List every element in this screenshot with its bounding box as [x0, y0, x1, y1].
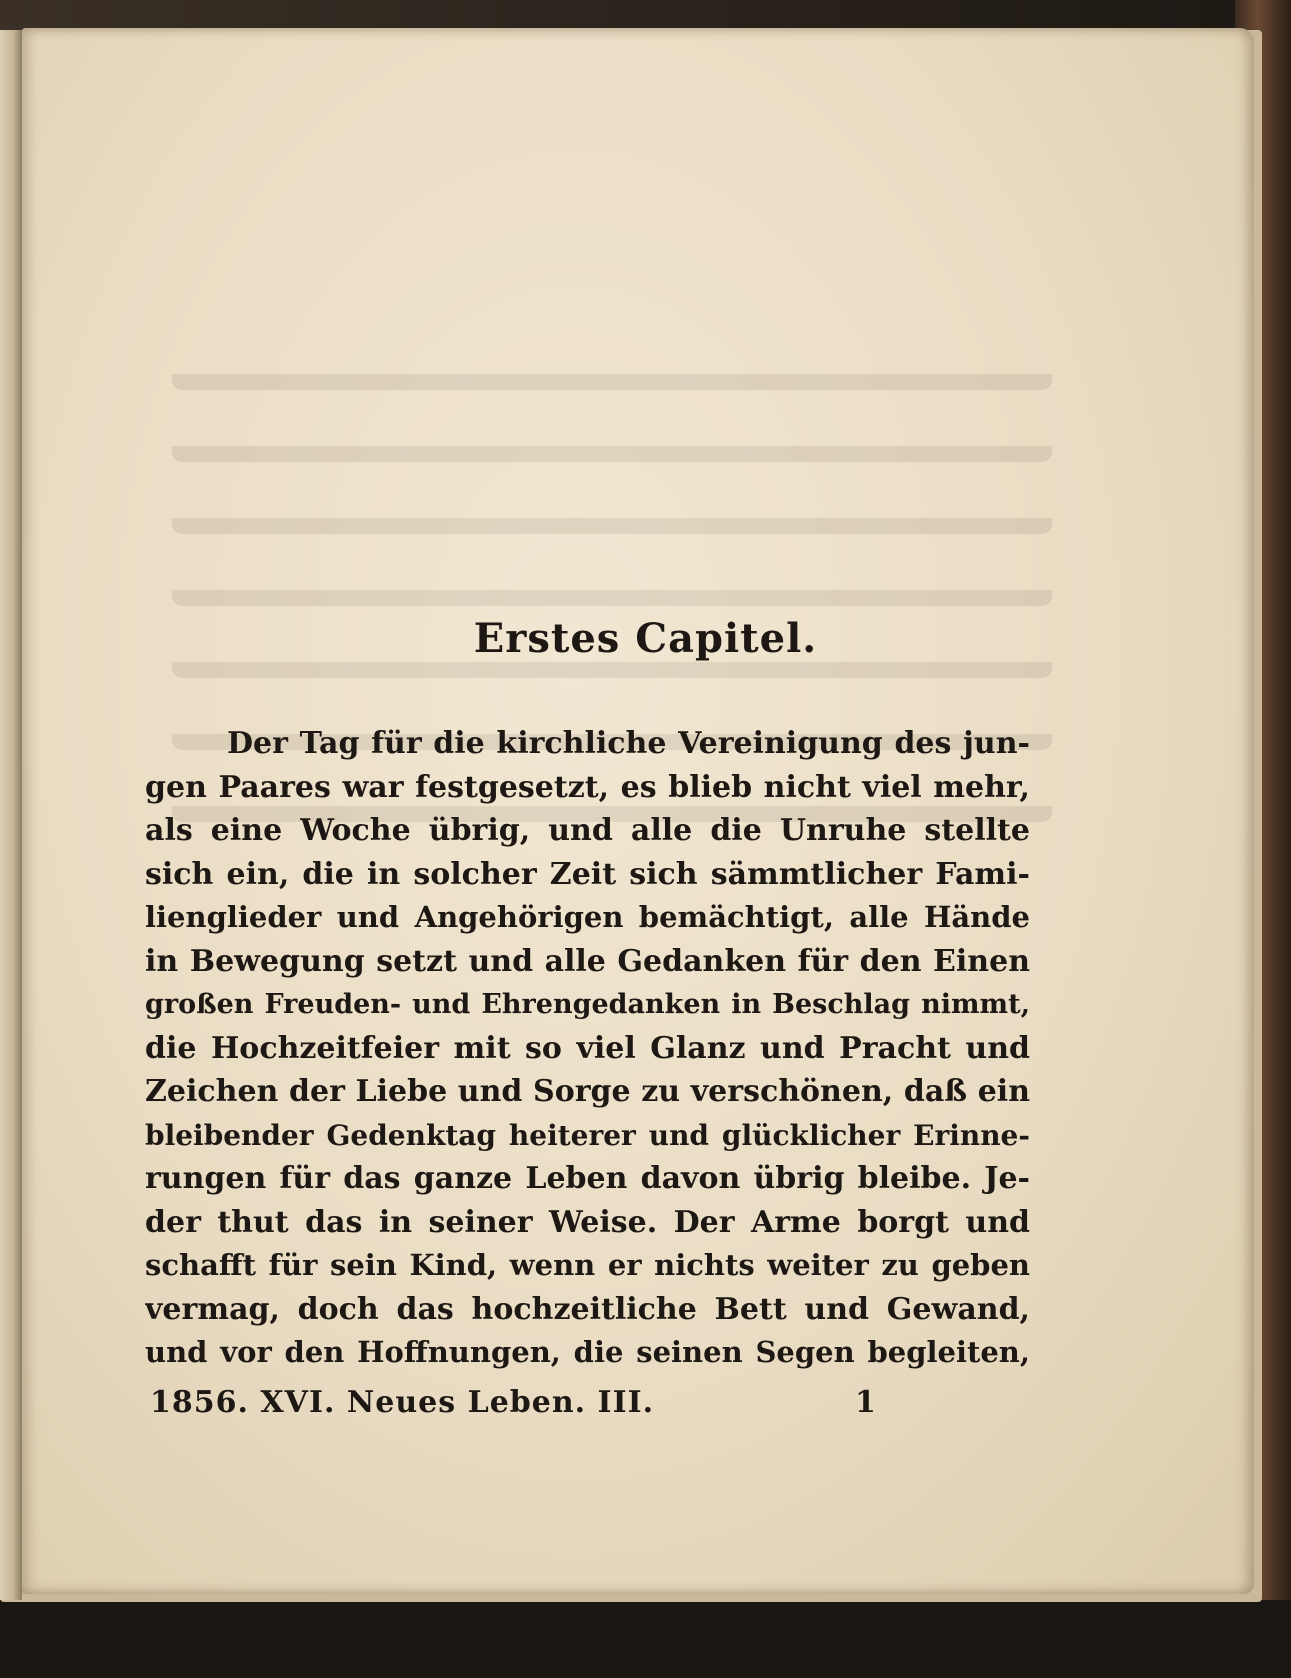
- text-line: die Hochzeitfeier mit so viel Glanz und Pracht und: [145, 1030, 1030, 1066]
- text-line: bleibender Gedenktag heiterer und glücklicher Erinne-: [145, 1118, 1030, 1152]
- text-line: rungen für das ganze Leben davon übrig bleibe. Je-: [145, 1161, 1030, 1196]
- text-line: und vor den Hoffnungen, die seinen Segen begleiten,: [145, 1335, 1030, 1369]
- text-line: vermag, doch das hochzeitliche Bett und Gewand,: [145, 1291, 1030, 1327]
- sheet-number: 1: [855, 1385, 876, 1420]
- text-line: in Bewegung setzt und alle Gedanken für den Einen: [145, 943, 1030, 979]
- printer-signature: 1856. XVI. Neues Leben. III.: [150, 1385, 655, 1420]
- text-line: als eine Woche übrig, und alle die Unruhe stellte: [145, 813, 1030, 848]
- text-line: großen Freuden- und Ehrengedanken in Beschlag nimmt,: [145, 989, 1030, 1020]
- text-line: lienglieder und Angehörigen bemächtigt, alle Hände: [145, 900, 1030, 934]
- text-line: Der Tag für die kirchliche Vereinigung des jun-: [227, 726, 1030, 761]
- page-footer: [150, 1385, 890, 1429]
- body-paragraph: [145, 722, 1030, 1375]
- show-through-text: [172, 318, 1052, 778]
- text-line: schafft für sein Kind, wenn er nichts weiter zu geben: [145, 1248, 1030, 1282]
- text-line: der thut das in seiner Weise. Der Arme borgt und: [145, 1204, 1030, 1240]
- book-cover-bottom: [0, 1600, 1291, 1678]
- text-line: sich ein, die in solcher Zeit sich sämmtlicher Fami-: [145, 856, 1030, 892]
- page-fold-edge: [0, 30, 22, 1600]
- chapter-heading: Erstes Capitel.: [473, 615, 818, 662]
- text-line: gen Paares war festgesetzt, es blieb nicht viel mehr,: [145, 769, 1030, 805]
- text-line: Zeichen der Liebe und Sorge zu verschönen, daß ein: [145, 1074, 1030, 1109]
